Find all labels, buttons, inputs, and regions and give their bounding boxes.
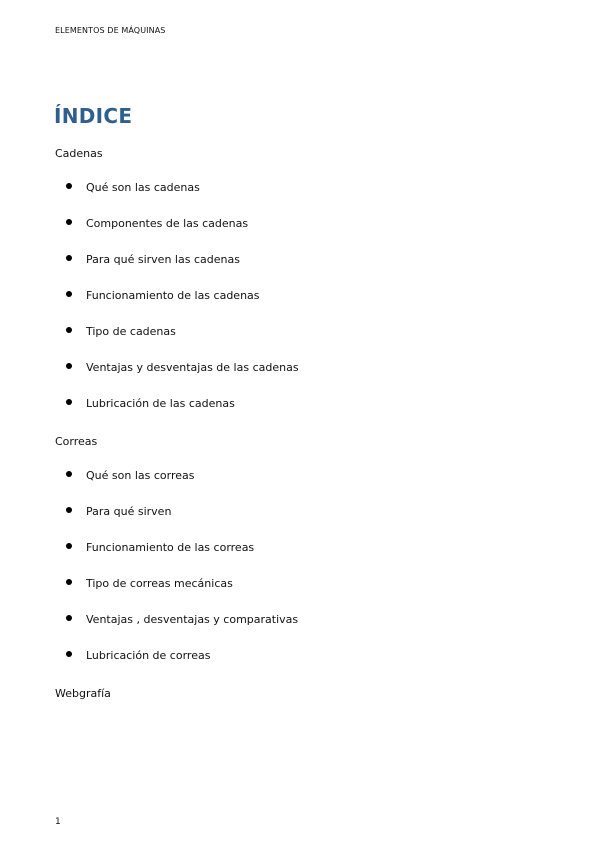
toc-item-label: Funcionamiento de las correas <box>86 541 255 554</box>
toc-item-label: Componentes de las cadenas <box>86 217 249 230</box>
toc-section-label[interactable]: Cadenas <box>55 147 103 160</box>
toc-item-label: Ventajas , desventajas y comparativas <box>86 613 299 626</box>
bullet-icon <box>66 579 72 585</box>
bullet-icon <box>66 327 72 333</box>
bullet-icon <box>66 219 72 225</box>
toc-item-label: Para qué sirven las cadenas <box>86 253 240 266</box>
toc-item-label: Lubricación de las cadenas <box>86 397 235 410</box>
bullet-icon <box>66 543 72 549</box>
toc-section-label[interactable]: Correas <box>55 435 98 448</box>
toc-item-label: Ventajas y desventajas de las cadenas <box>86 361 299 374</box>
bullet-icon <box>66 507 72 513</box>
page-title: ÍNDICE <box>54 104 133 128</box>
toc-section-label[interactable]: Webgrafía <box>55 687 111 700</box>
toc-item-label: Funcionamiento de las cadenas <box>86 289 260 302</box>
bullet-icon <box>66 651 72 657</box>
toc-item-label: Lubricación de correas <box>86 649 211 662</box>
bullet-icon <box>66 399 72 405</box>
toc-item-label: Qué son las correas <box>86 469 195 482</box>
toc-item-label: Qué son las cadenas <box>86 181 200 194</box>
bullet-icon <box>66 471 72 477</box>
bullet-icon <box>66 363 72 369</box>
toc-item-label: Tipo de correas mecánicas <box>86 577 233 590</box>
bullet-icon <box>66 291 72 297</box>
bullet-icon <box>66 255 72 261</box>
running-header: ELEMENTOS DE MÁQUINAS <box>55 26 166 35</box>
bullet-icon <box>66 615 72 621</box>
toc-item-label: Tipo de cadenas <box>86 325 176 338</box>
toc-item-label: Para qué sirven <box>86 505 172 518</box>
bullet-icon <box>66 183 72 189</box>
page-number: 1 <box>55 817 61 827</box>
